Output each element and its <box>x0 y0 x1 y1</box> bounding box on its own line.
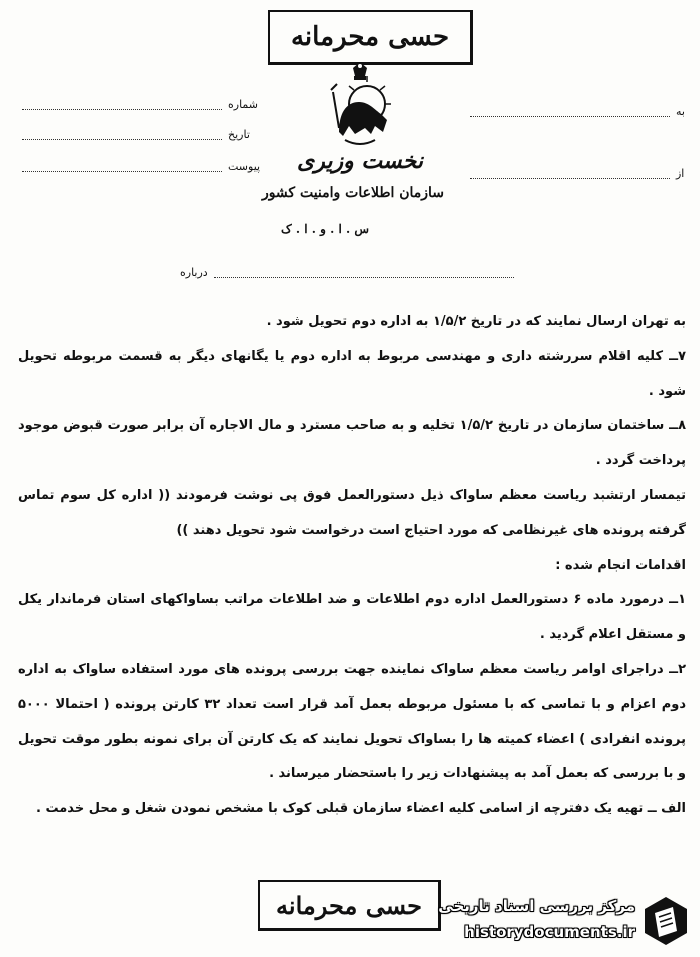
lion-and-sun-emblem-icon <box>325 62 395 152</box>
field-date-line <box>22 129 222 140</box>
field-number-line <box>22 99 222 110</box>
body-paragraph: الف ــ تهیه یک دفترچه از اسامی کلیه اعضاء سازمان قبلی کوک با مشخص نمودن شغل و محل خدمت . <box>36 801 686 817</box>
field-to <box>470 105 685 118</box>
field-number <box>22 98 258 111</box>
letter-body <box>18 305 686 827</box>
field-to-line <box>470 106 670 117</box>
field-from <box>470 167 684 180</box>
body-paragraph: ۱ــ درمورد ماده ۶ دستورالعمل اداره دوم اطلاعات و ضد اطلاعات مراتب بساواکهای استان فرماندار یکل و مستقل اعلام گردید . <box>18 592 687 643</box>
body-paragraph: تیمسار ارتشبد ریاست معظم ساواک ذیل دستورالعمل فوق پی نوشت فرمودند (( اداره کل سوم تماس گرفته پرونده های غیرنظامی که مورد احتیاج است درخواست شود تحویل دهند )) <box>18 487 686 538</box>
body-paragraph: اقدامات انجام شده : <box>555 557 686 573</box>
field-attachment <box>22 160 260 173</box>
history-documents-logo-icon <box>643 895 689 947</box>
watermark-url: historydocuments.ir <box>464 923 635 941</box>
org-abbreviation: س . ا . و . ا . ک <box>281 222 369 236</box>
field-from-label: از <box>676 167 685 180</box>
field-date-label: تاریخ <box>228 128 250 141</box>
confidential-stamp-bottom: حسی محرمانه <box>258 880 441 931</box>
field-attachment-line <box>22 161 222 172</box>
field-to-label: به <box>676 105 685 118</box>
field-date <box>22 128 250 141</box>
field-subject <box>180 266 514 279</box>
field-number-label: شماره <box>228 98 259 111</box>
field-subject-line <box>214 267 514 278</box>
body-paragraph: به تهران ارسال نمایند که در تاریخ ۱/۵/۲ به اداره دوم تحویل شود . <box>266 314 686 329</box>
org-title-prime-ministry: نخست وزیری <box>297 148 423 174</box>
body-paragraph: ۲ــ دراجرای اوامر ریاست معظم ساواک نماینده جهت بررسی پرونده های مورد استفاده ساواک به اداره دوم اعزام و با تماسی که با مسئول مربوطه بعمل آمد قرار است تعداد ۳۲ کارتن پرونده ( احتمالا ۵۰۰۰ پرونده انفرادی ) اعضاء کمیته ها را بساواک تحویل نمایند که یک کارتن آن برای نمونه بطور موقت تحویل و با بررسی که بعمل آمد به پیشنهادات زیر را باستحضار میرساند . <box>18 661 686 782</box>
body-paragraph: ۷ــ کلیه اقلام سررشته داری و مهندسی مربوط به اداره دوم یا یگانهای دیگر به قسمت مربوطه تحویل شود . <box>18 348 686 399</box>
field-attachment-label: پیوست <box>228 160 261 173</box>
field-from-line <box>470 168 670 179</box>
field-subject-label: درباره <box>180 266 208 279</box>
watermark-logo <box>435 893 697 953</box>
watermark-name: مرکز بررسی اسناد تاریخی <box>438 897 635 915</box>
confidential-stamp-top: حسی محرمانه <box>268 10 473 65</box>
body-paragraph: ۸ــ ساختمان سازمان در تاریخ ۱/۵/۲ تخلیه و به صاحب مسترد و مال الاجاره آن برابر صورت قبوض موجود پرداخت گردد . <box>18 418 687 469</box>
org-title-savak: سازمان اطلاعات وامنیت کشور <box>261 185 445 201</box>
